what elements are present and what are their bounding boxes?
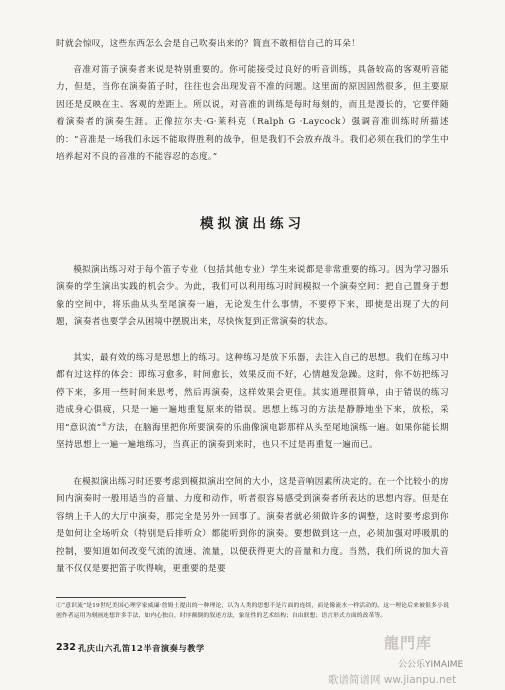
page-number: 232	[56, 642, 76, 653]
watermark-bottom: 歌谱简谱网 ww.jianpu.net	[328, 674, 457, 686]
paragraph-simulation-2-part-a: 其实，最有效的练习是思想上的练习。这种练习是放下乐器，去注入自己的思想。我们在练习中都有过这样的体会：即练习愈多，时间愈长，效果反而不好，心情越发急躁。这时，你不妨把练习停下来，多用一些时间来思考，然后再演奏，这样效果会更佳。其实道理很简单，由于错误的练习造成身心俱疲，只是一遍一遍地重复原来的错误。思想上练习的方法是静静地坐下来，放松，采用“意识流”	[56, 353, 449, 433]
paragraph-simulation-3: 在模拟演出练习时还要考虑到模拟演出空间的大小，这是音响因素所决定的。在一个比较小的房间内演奏时一般用适当的音量、力度和动作，听者很容易感受到演奏者所表达的思想内容。但是在容纳上千人的大厅中演奏，那完全是另外一回事了。演奏者就必须做许多的调整，这时要考虑到你是如何让全场听众（特别是后排听众）都能听到你的演奏。要想做到这一点，必须加强对呼吸肌的控制，要知道如何改变气流的流速、流量，以便获得更大的音量和力度。当然，我们所说的加大音量不仅仅是要把笛子吹得响，更重要的是要	[56, 477, 449, 575]
paragraph-top: 时就会惊叹，这些东西怎么会是自己吹奏出来的？简直不敢相信自己的耳朵！	[56, 39, 361, 49]
watermark-logo: 龍門库	[384, 634, 433, 652]
footnote: ①“意识流”是19世纪美国心理学家威廉·詹姆士提出的一种理论，认为人类的思想不是片面的连续，而是像流水一样活动的。这一理论后来被很多小说创作者运用为刻画连想许多手法，如内心独白，时序颠倒的叙述方法，象征性的艺术结构；自由联想；语言形式方面的改革等。	[56, 603, 449, 619]
running-footer-title: 孔庆山六孔笛12半音演奏与教学	[78, 643, 205, 653]
section-title: 模拟演出练习	[200, 216, 305, 232]
paragraph-simulation-2	[56, 350, 449, 454]
paragraph-simulation-1: 模拟演出练习对于每个笛子专业（包括其他专业）学生来说都是非常重要的练习。因为学习器乐演奏的学生演出实践的机会少。为此，我们可以利用练习时间模拟一个演奏空间：把自己置身于想象的空间中，将乐曲从头至尾演奏一遍，无论发生什么事情，不要停下来，即使是出现了大的问题，演奏者也要学会从困境中摆脱出来，尽快恢复到正常演奏的状态。	[56, 265, 449, 328]
footnote-rule	[56, 597, 186, 598]
watermark-site: 公公乐YIMAIME	[398, 660, 464, 670]
footnote-marker: ①	[101, 421, 107, 428]
paragraph-pitch-accuracy: 音准对笛子演奏者来说是特别重要的。你可能接受过良好的听音训练，具备较高的客观听音能力，但是，当你在演奏笛子时，往往也会出现发音不准的问题。这里面的原因固然很多，但主要原因还是反映在主、客观的差距上。所以说，对音准的训练是每时每刻的，而且是漫长的，它要伴随着演奏者的演奏生涯。正像拉尔夫·G·莱科克（Ralph G ·Laycock）强调音准训练时所描述的：“音准是一场我们永远不能取得胜利的战争，但是我们不会放弃战斗。我们必须在我们的学生中培养起对不良的音准的不能容忍的态度。”	[56, 65, 449, 163]
paragraph-simulation-2-part-b: 方法，在脑海里把你所要演奏的乐曲像演电影那样从头至尾地演练一遍。如果你能长期坚持思想上一遍一遍地练习，当真正的演奏到来时，也只不过是再重复一遍而已。	[56, 422, 450, 451]
